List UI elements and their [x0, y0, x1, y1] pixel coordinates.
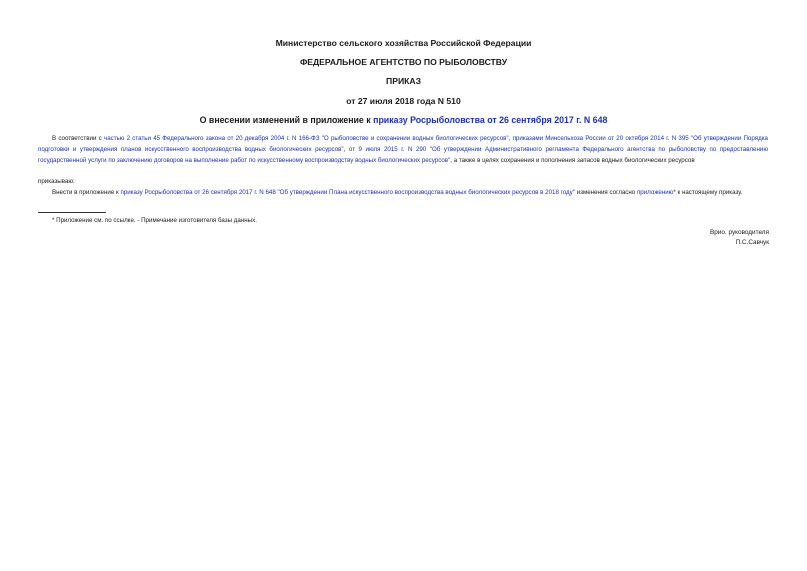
federal-law-link[interactable]: частью 2 статьи 45 Федерального закона от 20 декабря 2004 г. N 166-ФЗ "О рыболовстве и сохранении водных биологических ресурсов"	[103, 135, 509, 142]
regulation-order-link[interactable]: от 9 июля 2015 г. N 290 "Об утверждении Административного регламента Федерального агентства по рыболовству по предоставлению государственной услуги по заключению договоров на выполнение работ по искусственному воспроизводству водных биологических ресурсов"	[38, 146, 768, 164]
document-type-heading: ПРИКАЗ	[386, 76, 421, 86]
document-date-number: от 27 июля 2018 года N 510	[346, 96, 461, 106]
signatory-name: П.С.Савчук	[735, 239, 769, 246]
preamble-text-2: ,	[508, 135, 513, 142]
footnote-text: * Приложение см. по ссылке. - Примечание изготовителя базы данных.	[52, 217, 257, 224]
preamble-text-3: ,	[343, 146, 349, 153]
preamble-paragraph	[38, 133, 768, 166]
clause-paragraph	[38, 187, 768, 198]
clause-text-3: * к настоящему приказу.	[673, 189, 743, 196]
clause-text-2: изменения согласно	[574, 189, 637, 196]
agency-heading: ФЕДЕРАЛЬНОЕ АГЕНТСТВО ПО РЫБОЛОВСТВУ	[299, 57, 508, 67]
subject-prefix: О внесении изменений в приложение к	[199, 115, 374, 125]
minselkhoz-order-link[interactable]: приказами Минсельхоза России от 20 октября 2014 г. N 395 "Об утверждении Порядка подготовки и утверждения планов искусственного воспроизводства водных биологических ресурсов"	[38, 135, 768, 153]
preamble-text-4: , а также в целях сохранения и пополнения запасов водных биологических ресурсов	[450, 157, 695, 164]
appendix-link[interactable]: приложению	[636, 189, 674, 196]
order-word: приказываю:	[38, 178, 75, 185]
footnote-divider	[38, 212, 106, 213]
ministry-heading: Министерство сельского хозяйства Российской Федерации	[275, 38, 532, 48]
preamble-text-1: В соответствии с	[52, 135, 104, 142]
document-subject	[0, 115, 807, 126]
clause-text-1: Внести в приложение к	[52, 189, 121, 196]
subject-order-link[interactable]: приказу Росрыболовства от 26 сентября 2017 г. N 648	[373, 115, 608, 125]
signatory-title: Врио. руководителя	[709, 229, 769, 236]
amended-order-link[interactable]: приказу Росрыболовства от 26 сентября 2017 г. N 648 "Об утверждении Плана искусственного воспроизводства водных биологических ресурсов в 2018 году"	[120, 189, 575, 196]
